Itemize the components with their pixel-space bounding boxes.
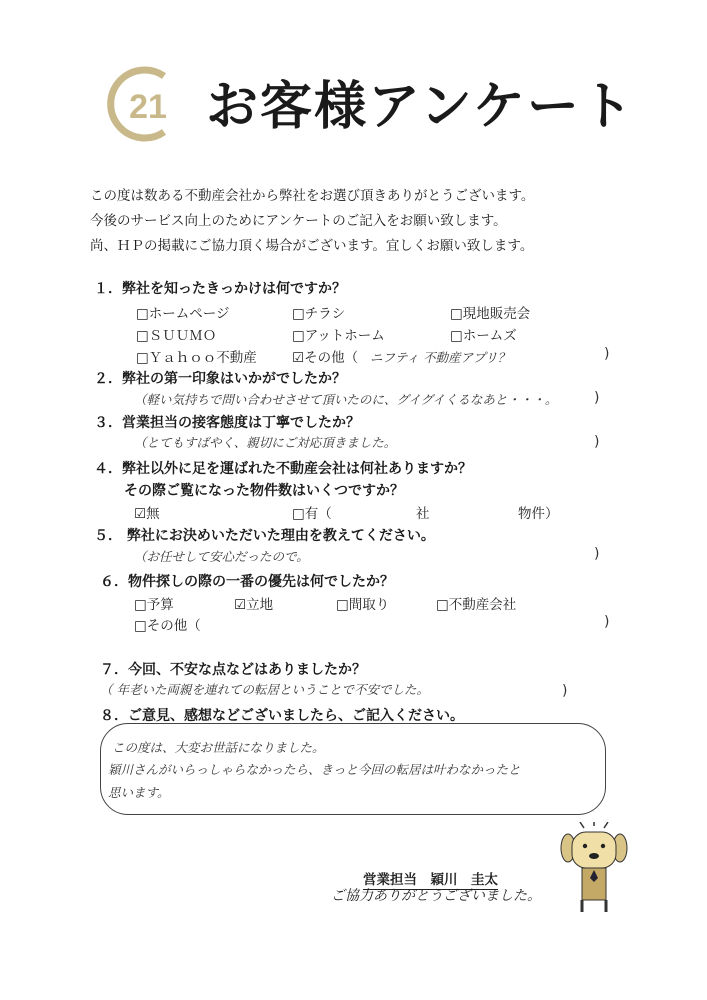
q4-bukken-label: 物件）: [518, 506, 559, 522]
q4-sha-label: 社: [416, 506, 430, 522]
q6-close-paren: ): [604, 614, 610, 630]
q1-opt-homepage[interactable]: □ホームページ: [136, 306, 230, 322]
q3-answer: （とてもすばやく、親切にご対応頂きました。: [134, 435, 397, 450]
q6-opt-location[interactable]: ☑立地: [234, 597, 274, 613]
q6-opt-agency[interactable]: □不動産会社: [436, 597, 517, 613]
q5-label: ５． 弊社にお決めいただいた理由を教えてください。: [94, 528, 435, 544]
q8-comment-line-2: 穎川さんがいらっしゃらなかったら、きっと今回の転居は叶わなかったと: [108, 762, 521, 777]
page-title: お客様アンケート: [206, 77, 635, 137]
logo-text: 21: [129, 88, 167, 126]
q1-close-paren: ): [604, 346, 610, 362]
q5-answer: （お任せして安心だったので。: [134, 549, 309, 564]
q7-close-paren: ): [562, 683, 568, 699]
q2-close-paren: ): [594, 390, 600, 406]
dog-mascot-icon: [560, 822, 630, 917]
q8-comment-line-1: この度は、大変お世話になりました。: [112, 740, 325, 755]
q5-close-paren: ): [594, 546, 600, 562]
intro-line-1: この度は数ある不動産会社から弊社をお選び頂きありがとうございます。: [90, 188, 535, 204]
q7-answer: （ 年老いた両親を連れての転居ということで不安でした。: [100, 682, 429, 697]
staff-name: 営業担当 穎川 圭太: [363, 868, 498, 890]
q1-opt-homes[interactable]: □ホームズ: [450, 328, 517, 344]
q3-close-paren: ): [594, 434, 600, 450]
q1-opt-genchi[interactable]: □現地販売会: [450, 306, 531, 322]
thanks-message: ご協力ありがとうございました。: [331, 888, 541, 904]
q6-opt-budget[interactable]: □予算: [134, 597, 174, 613]
q2-label: ２．弊社の第一印象はいかがでしたか？: [94, 371, 346, 387]
q1-opt-chirashi[interactable]: □チラシ: [292, 306, 346, 322]
q7-label: ７．今回、不安な点などはありましたか？: [100, 662, 366, 678]
q1-opt-athome[interactable]: □アットホーム: [292, 328, 385, 344]
intro-line-3: 尚、ＨＰの掲載にご協力頂く場合がございます。宜しくお願い致します。: [90, 238, 534, 254]
century21-logo: [104, 62, 188, 146]
q1-opt-other[interactable]: ☑その他（: [292, 350, 359, 366]
q1-opt-yahoo[interactable]: □Ｙａｈｏｏ不動産: [136, 350, 257, 366]
intro-line-2: 今後のサービス向上のためにアンケートのご記入をお願い致します。: [90, 213, 507, 229]
q6-opt-other[interactable]: □その他（: [134, 618, 201, 634]
q4-label: ４．弊社以外に足を運ばれた不動産会社は何社ありますか？: [94, 461, 472, 477]
q1-label: １．弊社を知ったきっかけは何ですか？: [94, 281, 346, 297]
q6-opt-layout[interactable]: □間取り: [336, 597, 390, 613]
q4-sublabel: その際ご覧になった物件数はいくつですか？: [124, 483, 404, 499]
q4-opt-none[interactable]: ☑無: [134, 506, 160, 522]
q1-opt-suumo[interactable]: □ＳＵＵＭＯ: [136, 328, 217, 344]
q3-label: ３．営業担当の接客態度は丁寧でしたか？: [94, 415, 360, 431]
q2-answer: （軽い気持ちで問い合わせさせて頂いたのに、グイグイくるなあと・・・。: [134, 392, 558, 407]
q1-other-answer: ニフティ 不動産アプリ？: [370, 350, 510, 365]
q4-opt-yes[interactable]: □有（: [292, 506, 332, 522]
q8-comment-line-3: 思います。: [108, 785, 170, 800]
q8-label: ８．ご意見、感想などございましたら、ご記入ください。: [100, 708, 464, 724]
q6-label: ６．物件探しの際の一番の優先は何でしたか？: [100, 574, 394, 590]
